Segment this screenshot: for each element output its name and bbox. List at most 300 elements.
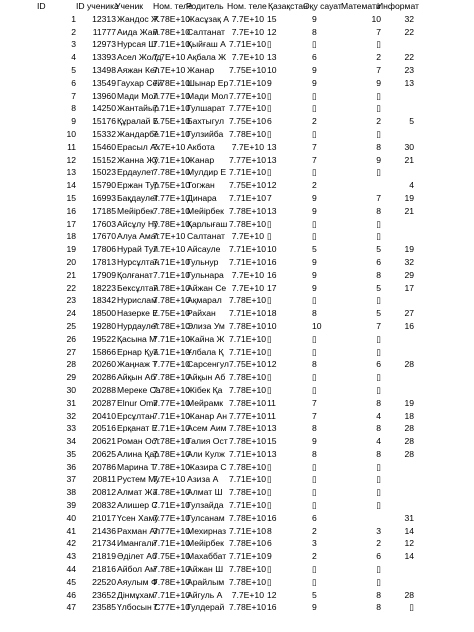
table-cell[interactable]: 5 (376, 282, 381, 293)
table-cell[interactable]: 20287 (92, 397, 116, 408)
table-cell[interactable]: 30 (404, 141, 414, 152)
table-cell[interactable]: 20 (66, 256, 76, 267)
table-cell[interactable]: 21436 (92, 525, 116, 536)
table-cell[interactable]: ▯ (267, 372, 272, 383)
table-cell[interactable]: ▯ (312, 500, 317, 511)
table-cell[interactable]: 7.78E+10 (153, 13, 191, 24)
table-cell[interactable]: 32 (404, 13, 414, 24)
table-cell[interactable]: 7 (376, 320, 381, 331)
table-cell[interactable]: 7.78E+10 (229, 576, 267, 587)
table-cell[interactable]: 7.7E+10 (153, 64, 186, 75)
table-cell[interactable]: ▯ (267, 487, 272, 498)
table-cell[interactable]: ▯ (312, 90, 317, 101)
table-cell[interactable]: 7.7E+10 (231, 282, 264, 293)
table-cell[interactable]: Акбота (187, 141, 215, 152)
table-cell[interactable]: 2 (376, 52, 381, 63)
table-cell[interactable]: 7.71E+10 (153, 423, 191, 434)
table-cell[interactable]: 12 (66, 154, 76, 165)
table-cell[interactable] (398, 346, 414, 359)
table-cell[interactable]: Аяжан Кел (117, 64, 160, 75)
table-cell[interactable]: 7.78E+10 (229, 538, 267, 549)
table-cell[interactable]: 18342 (92, 295, 116, 306)
table-cell[interactable]: 7.71E+10 (153, 128, 191, 139)
table-cell[interactable]: 31 (404, 512, 414, 523)
table-cell[interactable]: 15 (66, 192, 76, 203)
table-cell[interactable]: 6 (376, 256, 381, 267)
table-cell[interactable]: 17806 (92, 244, 116, 255)
table-cell[interactable]: 7.77E+10 (153, 192, 191, 203)
table-cell[interactable]: 5 (376, 244, 381, 255)
table-cell[interactable]: 20260 (92, 359, 116, 370)
table-cell[interactable]: 18500 (92, 308, 116, 319)
table-cell[interactable]: 8 (312, 26, 317, 37)
table-cell[interactable]: 7.75E+10 (153, 551, 191, 562)
table-cell[interactable]: 7.71E+10 (153, 103, 191, 114)
table-cell[interactable]: 5 (312, 244, 317, 255)
table-cell[interactable]: 7.78E+10 (229, 205, 267, 216)
table-cell[interactable] (398, 38, 414, 51)
table-cell[interactable]: Жібек Қа (187, 384, 223, 395)
table-cell[interactable]: ▯ (312, 231, 317, 242)
table-cell[interactable]: 23652 (92, 589, 116, 600)
table-cell[interactable]: Қарлығаш (187, 218, 228, 229)
table-cell[interactable]: 29 (66, 372, 76, 383)
table-cell[interactable] (398, 333, 414, 346)
table-cell[interactable]: 43 (66, 551, 76, 562)
table-cell[interactable]: 28 (404, 448, 414, 459)
table-cell[interactable]: 14 (66, 180, 76, 191)
table-cell[interactable]: 7.77E+10 (153, 397, 191, 408)
table-cell[interactable]: 9 (376, 154, 381, 165)
header-cell[interactable]: Ном. теле (227, 1, 267, 11)
table-cell[interactable] (398, 102, 414, 115)
table-cell[interactable]: 7.71E+10 (153, 39, 191, 50)
table-cell[interactable]: 7.71E+10 (229, 39, 267, 50)
table-cell[interactable]: 25 (66, 320, 76, 331)
table-cell[interactable]: 17813 (92, 256, 116, 267)
table-cell[interactable]: Мехирназ (187, 525, 227, 536)
table-cell[interactable]: Ержан Тур (117, 180, 159, 191)
table-cell[interactable]: 9 (312, 436, 317, 447)
table-cell[interactable]: 8 (376, 269, 381, 280)
table-cell[interactable]: 7.78E+10 (229, 487, 267, 498)
table-cell[interactable]: 7 (267, 192, 272, 203)
table-cell[interactable]: 7.77E+10 (153, 512, 191, 523)
table-cell[interactable]: 7.78E+10 (153, 218, 191, 229)
table-cell[interactable]: 7.7E+10 (231, 141, 264, 152)
table-cell[interactable]: 15790 (92, 180, 116, 191)
table-cell[interactable]: 10 (66, 128, 76, 139)
table-cell[interactable]: 1 (71, 13, 76, 24)
table-cell[interactable]: ▯ (267, 564, 272, 575)
table-cell[interactable]: Жандос Ж (117, 13, 159, 24)
table-cell[interactable]: Ұлбала Қ (187, 346, 224, 357)
table-cell[interactable]: 7.75E+10 (153, 116, 191, 127)
table-cell[interactable]: ▯ (267, 218, 272, 229)
table-cell[interactable]: Жанар (187, 64, 215, 75)
table-cell[interactable]: 14 (404, 551, 414, 562)
table-cell[interactable]: 12 (267, 180, 277, 191)
table-cell[interactable]: 7.71E+10 (153, 538, 191, 549)
table-cell[interactable]: ▯ (376, 103, 381, 114)
table-cell[interactable]: 19 (66, 244, 76, 255)
table-cell[interactable]: 7.78E+10 (229, 218, 267, 229)
table-cell[interactable]: Айсауле (187, 244, 221, 255)
table-cell[interactable]: 45 (66, 576, 76, 587)
table-cell[interactable] (398, 461, 414, 474)
table-cell[interactable]: 18 (66, 231, 76, 242)
table-cell[interactable]: 7.7E+10 (153, 474, 186, 485)
header-cell[interactable]: Оқу сауат (303, 1, 342, 11)
table-cell[interactable]: 4 (376, 410, 381, 421)
table-cell[interactable]: Гулсанам (187, 512, 225, 523)
table-cell[interactable]: 23585 (92, 602, 116, 613)
table-cell[interactable]: ▯ (267, 474, 272, 485)
table-cell[interactable]: Жанар Ан (187, 410, 227, 421)
table-cell[interactable]: Мади Мол (187, 90, 229, 101)
table-cell[interactable]: 7.78E+10 (229, 372, 267, 383)
table-cell[interactable]: 7.75E+10 (229, 180, 267, 191)
table-cell[interactable]: 7.78E+10 (229, 320, 267, 331)
table-cell[interactable]: Бексұлтан (117, 282, 159, 293)
table-cell[interactable]: 15152 (92, 154, 116, 165)
table-cell[interactable]: ▯ (267, 128, 272, 139)
table-cell[interactable]: 28 (66, 359, 76, 370)
table-cell[interactable]: 7.71E+10 (229, 551, 267, 562)
table-cell[interactable]: Салтанат (187, 231, 225, 242)
table-cell[interactable]: 21 (404, 205, 414, 216)
table-cell[interactable] (398, 90, 414, 103)
table-cell[interactable]: 20832 (92, 500, 116, 511)
table-cell[interactable]: Ерасыл Ах (117, 141, 161, 152)
table-cell[interactable]: 7.78E+10 (153, 77, 191, 88)
table-cell[interactable]: 12 (404, 538, 414, 549)
table-cell[interactable]: 7.78E+10 (229, 564, 267, 575)
table-cell[interactable]: 7.78E+10 (229, 512, 267, 523)
table-cell[interactable]: Жазира С (187, 461, 227, 472)
table-cell[interactable]: 7.71E+10 (153, 500, 191, 511)
table-cell[interactable]: 16 (66, 205, 76, 216)
table-cell[interactable]: Ерсұлтан (117, 410, 155, 421)
table-cell[interactable]: 7.78E+10 (229, 461, 267, 472)
table-cell[interactable]: 10 (312, 320, 322, 331)
table-cell[interactable]: Алмат Жа (117, 487, 158, 498)
table-cell[interactable]: 7.7E+10 (231, 26, 264, 37)
table-cell[interactable]: ▯ (312, 128, 317, 139)
table-cell[interactable]: 10 (267, 244, 277, 255)
table-cell[interactable]: 30 (66, 384, 76, 395)
table-cell[interactable]: 7.71E+10 (153, 154, 191, 165)
table-cell[interactable]: 7.78E+10 (153, 448, 191, 459)
table-cell[interactable]: 7.7E+10 (153, 52, 186, 63)
table-cell[interactable]: Элиза Ум (187, 320, 225, 331)
table-cell[interactable]: Бахтыгул (187, 116, 224, 127)
table-cell[interactable]: 13 (267, 205, 277, 216)
table-cell[interactable]: 21 (66, 269, 76, 280)
table-cell[interactable]: ▯ (376, 346, 381, 357)
table-cell[interactable]: ▯ (376, 218, 381, 229)
table-cell[interactable]: Қолғанат (117, 269, 153, 280)
table-cell[interactable] (398, 294, 414, 307)
table-cell[interactable]: 13 (267, 154, 277, 165)
table-cell[interactable]: 7.77E+10 (229, 103, 267, 114)
table-cell[interactable]: Гулдерай (187, 602, 225, 613)
table-cell[interactable]: Арайлым (187, 576, 225, 587)
table-cell[interactable]: 33 (66, 423, 76, 434)
table-cell[interactable]: 32 (66, 410, 76, 421)
table-cell[interactable]: 7.78E+10 (229, 384, 267, 395)
table-cell[interactable]: 7.78E+10 (153, 320, 191, 331)
table-cell[interactable]: 28 (404, 589, 414, 600)
table-cell[interactable]: 9 (312, 77, 317, 88)
table-cell[interactable]: 14250 (92, 103, 116, 114)
table-cell[interactable]: 11 (267, 410, 276, 421)
table-cell[interactable]: 9 (312, 282, 317, 293)
table-cell[interactable]: 7.78E+10 (153, 26, 191, 37)
table-cell[interactable]: 17909 (92, 269, 116, 280)
table-cell[interactable]: 23 (66, 295, 76, 306)
table-cell[interactable]: Құралай Б (117, 116, 159, 127)
table-cell[interactable]: 17 (404, 282, 414, 293)
table-cell[interactable]: 29 (404, 269, 414, 280)
table-cell[interactable]: ▯ (312, 474, 317, 485)
table-cell[interactable]: 7.78E+10 (153, 436, 191, 447)
table-cell[interactable]: Нурсая Ш (117, 39, 157, 50)
table-cell[interactable]: 7.71E+10 (153, 256, 191, 267)
table-cell[interactable]: 19280 (92, 320, 116, 331)
table-cell[interactable]: 21819 (92, 551, 116, 562)
table-cell[interactable]: 7.75E+10 (153, 308, 191, 319)
table-cell[interactable]: 7.78E+10 (153, 384, 191, 395)
table-cell[interactable]: Асел Жолд (117, 52, 162, 63)
table-cell[interactable]: Үлбосын С (117, 602, 161, 613)
table-cell[interactable]: 21816 (92, 564, 116, 575)
table-cell[interactable]: Тогжан (187, 180, 215, 191)
table-cell[interactable]: Ернар Қуа (117, 346, 159, 357)
table-cell[interactable]: Али Кулж (187, 448, 225, 459)
table-cell[interactable]: 8 (267, 525, 272, 536)
table-cell[interactable]: 8 (376, 397, 381, 408)
table-cell[interactable] (398, 576, 414, 589)
table-cell[interactable]: Шынар Ер (187, 77, 229, 88)
table-cell[interactable]: ▯ (267, 90, 272, 101)
table-cell[interactable]: ▯ (376, 167, 381, 178)
table-cell[interactable]: 7.71E+10 (229, 448, 267, 459)
table-cell[interactable]: ▯ (376, 384, 381, 395)
table-cell[interactable]: 15023 (92, 167, 116, 178)
table-cell[interactable]: 37 (66, 474, 76, 485)
table-cell[interactable]: 8 (376, 448, 381, 459)
table-cell[interactable]: 7 (312, 410, 317, 421)
table-cell[interactable]: 7.75E+10 (153, 180, 191, 191)
table-cell[interactable] (398, 371, 414, 384)
table-cell[interactable]: Ерқанат Е (117, 423, 158, 434)
table-cell[interactable]: Рахман Ал (117, 525, 161, 536)
table-cell[interactable]: Марина Т (117, 461, 156, 472)
table-cell[interactable]: 27 (404, 308, 414, 319)
table-cell[interactable] (398, 218, 414, 231)
table-cell[interactable]: 11777 (92, 26, 116, 37)
table-cell[interactable]: 8 (312, 423, 317, 434)
table-cell[interactable]: 7.77E+10 (229, 90, 267, 101)
table-cell[interactable]: 16 (267, 269, 277, 280)
table-cell[interactable]: 7 (312, 154, 317, 165)
table-cell[interactable]: 36 (66, 461, 76, 472)
table-cell[interactable]: 7.78E+10 (153, 487, 191, 498)
table-cell[interactable]: 7.7E+10 (153, 141, 186, 152)
table-cell[interactable]: Бақдаулет (117, 192, 159, 203)
table-cell[interactable]: 9 (312, 64, 317, 75)
table-cell[interactable]: 20625 (92, 448, 116, 459)
table-cell[interactable]: Салтанат (187, 26, 225, 37)
table-cell[interactable]: 23 (404, 64, 414, 75)
table-cell[interactable]: ▯ (376, 231, 381, 242)
table-cell[interactable]: 5 (376, 308, 381, 319)
table-cell[interactable]: 17 (66, 218, 76, 229)
table-cell[interactable]: 7 (312, 397, 317, 408)
table-cell[interactable]: Гулшарат (187, 103, 226, 114)
table-cell[interactable]: 16 (267, 256, 277, 267)
table-cell[interactable]: Жандарбе (117, 128, 159, 139)
table-cell[interactable]: ▯ (312, 564, 317, 575)
table-cell[interactable]: 7.71E+10 (229, 333, 267, 344)
table-cell[interactable]: 2 (312, 551, 317, 562)
table-cell[interactable]: 27 (66, 346, 76, 357)
table-cell[interactable]: 2 (71, 26, 76, 37)
table-cell[interactable]: Мейірбек (187, 205, 224, 216)
table-cell[interactable]: 13393 (92, 52, 116, 63)
table-cell[interactable]: Elnur Omir (117, 397, 159, 408)
table-cell[interactable]: 28 (404, 436, 414, 447)
table-cell[interactable]: 8 (376, 141, 381, 152)
table-cell[interactable]: 44 (66, 564, 76, 575)
table-cell[interactable]: 26 (66, 333, 76, 344)
table-cell[interactable]: 7.78E+10 (153, 295, 191, 306)
table-cell[interactable]: 19 (404, 192, 414, 203)
table-cell[interactable]: 19 (404, 397, 414, 408)
table-cell[interactable]: ▯ (312, 295, 317, 306)
table-cell[interactable]: 7.71E+10 (153, 333, 191, 344)
table-cell[interactable]: 18 (404, 410, 414, 421)
table-cell[interactable]: 7 (376, 64, 381, 75)
table-cell[interactable]: Алмат Ш (187, 487, 223, 498)
table-cell[interactable]: Назерке Е (117, 308, 159, 319)
table-cell[interactable]: 7.77E+10 (153, 525, 191, 536)
table-cell[interactable]: Жайна Ж (187, 333, 225, 344)
table-cell[interactable] (398, 384, 414, 397)
table-cell[interactable]: Гулзайда (187, 500, 224, 511)
table-cell[interactable]: ▯ (267, 167, 272, 178)
table-cell[interactable]: 4 (376, 436, 381, 447)
table-cell[interactable]: 22520 (92, 576, 116, 587)
table-cell[interactable]: 7.71E+10 (153, 589, 191, 600)
table-cell[interactable]: 17670 (92, 231, 116, 242)
table-cell[interactable]: 28 (404, 423, 414, 434)
table-cell[interactable]: ▯ (267, 231, 272, 242)
table-cell[interactable]: 2 (376, 116, 381, 127)
table-cell[interactable]: 6 (267, 116, 272, 127)
table-cell[interactable]: 7.78E+10 (229, 436, 267, 447)
table-cell[interactable]: ▯ (312, 487, 317, 498)
table-cell[interactable]: 7.7E+10 (231, 231, 264, 242)
table-cell[interactable]: 7.71E+10 (229, 77, 267, 88)
table-cell[interactable]: 10 (267, 64, 277, 75)
table-cell[interactable]: ▯ (312, 103, 317, 114)
table-cell[interactable]: 2 (312, 116, 317, 127)
table-cell[interactable]: Ақмарал (187, 295, 222, 306)
table-cell[interactable]: ▯ (312, 576, 317, 587)
table-cell[interactable]: 6 (312, 512, 317, 523)
table-cell[interactable]: Мулдир Е (187, 167, 227, 178)
table-cell[interactable]: 13549 (92, 77, 116, 88)
table-cell[interactable]: 20811 (92, 474, 116, 485)
table-cell[interactable]: 15176 (92, 116, 116, 127)
table-cell[interactable]: ▯ (376, 295, 381, 306)
table-cell[interactable]: Рустем Му (117, 474, 160, 485)
table-cell[interactable]: 7.71E+10 (153, 269, 191, 280)
table-cell[interactable]: 9 (376, 77, 381, 88)
table-cell[interactable]: Алуа Амат (117, 231, 160, 242)
table-cell[interactable]: Аида Жам (117, 26, 159, 37)
table-cell[interactable]: 6 (376, 359, 381, 370)
table-cell[interactable]: 9 (312, 13, 317, 24)
table-cell[interactable]: 8 (312, 448, 317, 459)
header-cell[interactable]: ID (37, 1, 46, 11)
table-cell[interactable]: 13 (404, 77, 414, 88)
table-cell[interactable]: Динара (187, 192, 217, 203)
table-cell[interactable]: 34 (66, 436, 76, 447)
table-cell[interactable]: Гульнур (187, 256, 219, 267)
table-cell[interactable]: Айгуль А (187, 589, 223, 600)
table-cell[interactable]: 21734 (92, 538, 116, 549)
table-cell[interactable]: 12973 (92, 39, 116, 50)
table-cell[interactable]: ▯ (376, 474, 381, 485)
table-cell[interactable] (398, 563, 414, 576)
table-cell[interactable]: 7.71E+10 (229, 346, 267, 357)
table-cell[interactable]: 13960 (92, 90, 116, 101)
table-cell[interactable]: Роман Ост (117, 436, 160, 447)
table-cell[interactable]: 9 (312, 192, 317, 203)
table-cell[interactable]: 2 (376, 538, 381, 549)
table-cell[interactable]: 16 (267, 602, 277, 613)
table-cell[interactable]: 9 (312, 269, 317, 280)
table-cell[interactable]: ▯ (267, 461, 272, 472)
table-cell[interactable]: 7.75E+10 (229, 116, 267, 127)
table-cell[interactable]: ▯ (376, 39, 381, 50)
table-cell[interactable]: 13 (267, 423, 277, 434)
table-cell[interactable]: ▯ (267, 576, 272, 587)
table-cell[interactable]: 4 (71, 52, 76, 63)
table-cell[interactable]: ▯ (312, 461, 317, 472)
header-cell[interactable]: Ученик (115, 1, 144, 11)
table-cell[interactable]: 21 (404, 154, 414, 165)
table-cell[interactable]: 7.77E+10 (153, 90, 191, 101)
table-cell[interactable]: 7.78E+10 (229, 295, 267, 306)
table-cell[interactable]: 18223 (92, 282, 116, 293)
table-cell[interactable]: Айқын Аб (117, 372, 156, 383)
table-cell[interactable]: 7.71E+10 (229, 474, 267, 485)
table-cell[interactable]: ▯ (267, 39, 272, 50)
table-cell[interactable]: 14 (404, 525, 414, 536)
table-cell[interactable]: 46 (66, 589, 76, 600)
table-cell[interactable]: 16 (404, 320, 414, 331)
table-cell[interactable]: Айсұлу Ну (117, 218, 159, 229)
table-cell[interactable]: 6 (267, 538, 272, 549)
table-cell[interactable]: 5 (312, 589, 317, 600)
table-cell[interactable] (398, 166, 414, 179)
table-cell[interactable]: 12 (267, 26, 277, 37)
table-cell[interactable]: 7 (376, 192, 381, 203)
